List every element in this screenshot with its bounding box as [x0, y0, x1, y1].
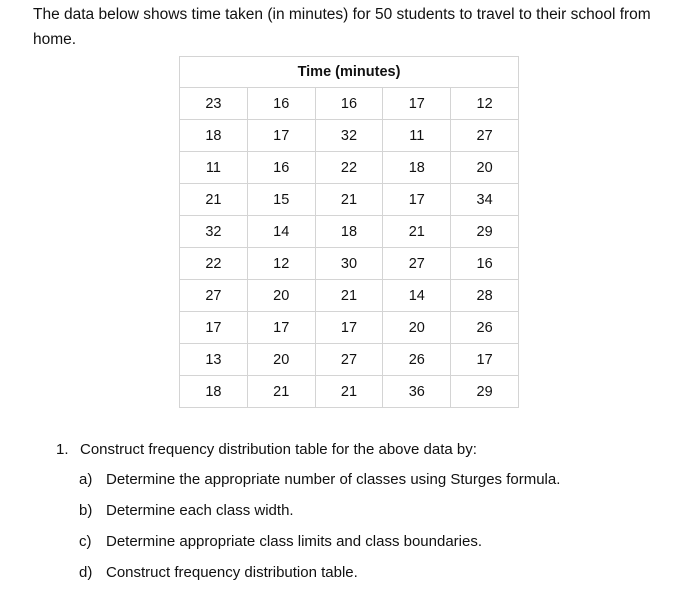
sub-question-a	[79, 470, 560, 489]
table-cell: 29	[451, 216, 519, 248]
table-cell: 28	[451, 280, 519, 312]
table-cell: 18	[315, 216, 383, 248]
table-cell: 17	[383, 184, 451, 216]
table-row	[180, 120, 519, 152]
table-row	[180, 376, 519, 408]
table-cell: 17	[180, 312, 248, 344]
table-cell: 20	[247, 344, 315, 376]
table-cell: 26	[451, 312, 519, 344]
table-row	[180, 152, 519, 184]
table-cell: 16	[247, 152, 315, 184]
table-cell: 20	[451, 152, 519, 184]
table-cell: 18	[180, 376, 248, 408]
table-row	[180, 216, 519, 248]
table-cell: 30	[315, 248, 383, 280]
table-cell: 23	[180, 88, 248, 120]
table-cell: 17	[383, 88, 451, 120]
sub-question-list	[56, 470, 560, 582]
table-row	[180, 184, 519, 216]
table-row	[180, 344, 519, 376]
table-cell: 17	[451, 344, 519, 376]
table-cell: 15	[247, 184, 315, 216]
table-cell: 11	[383, 120, 451, 152]
table-cell: 13	[180, 344, 248, 376]
table-cell: 16	[247, 88, 315, 120]
table-cell: 21	[383, 216, 451, 248]
table-row	[180, 88, 519, 120]
table-cell: 36	[383, 376, 451, 408]
table-cell: 11	[180, 152, 248, 184]
table-cell: 20	[247, 280, 315, 312]
table-cell: 32	[180, 216, 248, 248]
table-cell: 21	[315, 184, 383, 216]
table-body	[180, 88, 519, 408]
table-row	[180, 312, 519, 344]
table-cell: 27	[315, 344, 383, 376]
sub-question-d	[79, 563, 560, 582]
table-cell: 21	[315, 376, 383, 408]
table-cell: 27	[451, 120, 519, 152]
table-cell: 29	[451, 376, 519, 408]
question-1	[56, 441, 560, 582]
table-cell: 16	[451, 248, 519, 280]
sub-question-c	[79, 532, 560, 551]
table-cell: 21	[180, 184, 248, 216]
table-cell: 14	[383, 280, 451, 312]
sub-question-text: Determine each class width.	[106, 502, 294, 519]
table-cell: 18	[180, 120, 248, 152]
question-number: 1.	[56, 441, 69, 458]
table-cell: 17	[315, 312, 383, 344]
table-cell: 12	[451, 88, 519, 120]
sub-question-text: Determine the appropriate number of classes using Sturges formula.	[106, 471, 561, 488]
table-cell: 32	[315, 120, 383, 152]
table-cell: 27	[383, 248, 451, 280]
table-cell: 21	[247, 376, 315, 408]
table-row	[180, 248, 519, 280]
sub-question-b	[79, 501, 560, 520]
table-header-row	[180, 57, 519, 88]
table-cell: 17	[247, 120, 315, 152]
sub-question-letter: a)	[79, 471, 93, 488]
table-cell: 12	[247, 248, 315, 280]
sub-question-text: Determine appropriate class limits and class boundaries.	[106, 533, 483, 550]
table-cell: 27	[180, 280, 248, 312]
table-cell: 18	[383, 152, 451, 184]
table-cell: 22	[180, 248, 248, 280]
table-cell: 21	[315, 280, 383, 312]
sub-question-letter: c)	[79, 533, 92, 550]
question-text: Construct frequency distribution table for the above data by:	[80, 441, 477, 458]
table-cell: 20	[383, 312, 451, 344]
table-header: Time (minutes)	[180, 57, 519, 88]
sub-question-letter: d)	[79, 564, 93, 581]
sub-question-text: Construct frequency distribution table.	[106, 564, 358, 581]
table-cell: 17	[247, 312, 315, 344]
table-cell: 14	[247, 216, 315, 248]
intro-paragraph: The data below shows time taken (in minutes) for 50 students to travel to their school from home.	[33, 6, 651, 48]
table-cell: 22	[315, 152, 383, 184]
question-list	[56, 441, 560, 582]
table-row	[180, 280, 519, 312]
time-data-table	[179, 56, 519, 408]
table-cell: 16	[315, 88, 383, 120]
table-cell: 26	[383, 344, 451, 376]
sub-question-letter: b)	[79, 502, 93, 519]
table-cell: 34	[451, 184, 519, 216]
